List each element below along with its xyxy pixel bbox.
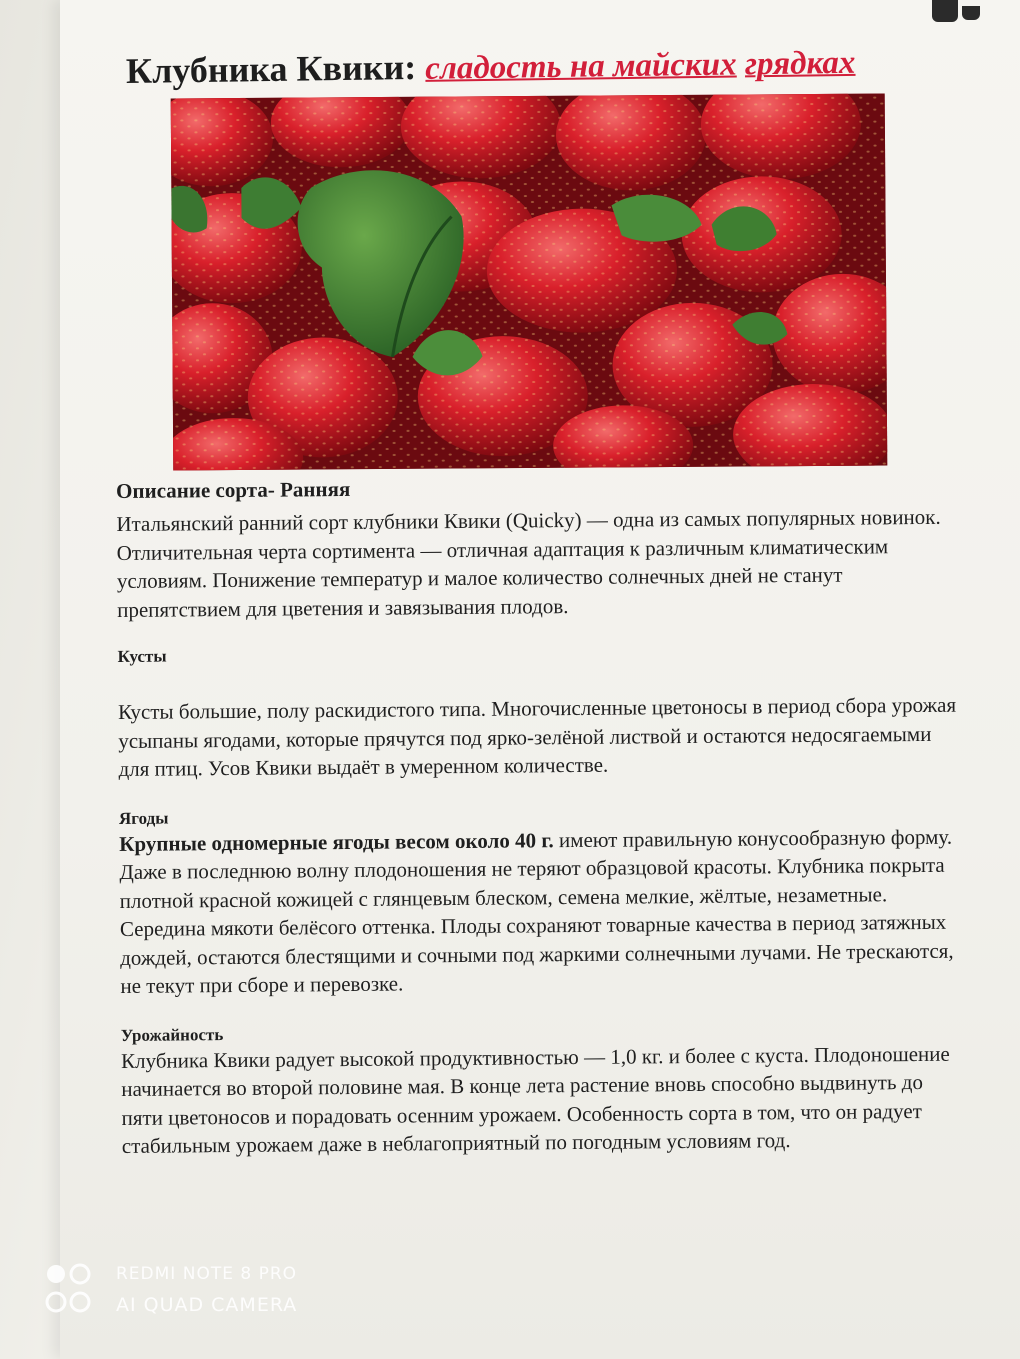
title-main: Клубника Квики: bbox=[125, 46, 417, 91]
berries-bold-lead: Крупные одномерные ягоды весом около 40 г. bbox=[119, 827, 554, 856]
section-heading-berries: Ягоды bbox=[118, 808, 169, 828]
title-accent-part-1: сладость на майских bbox=[425, 46, 737, 87]
binder-clip bbox=[962, 6, 980, 20]
section-heading-description: Описание сорта- Ранняя bbox=[116, 476, 351, 503]
berries-text: имеют правильную конусообразную форму. Даже в последнюю волну плодоношения не теряют образцовой красоты. Клубника покрыта плотной красной кожицей с глянцевым блеском, семена мелкие, жёлтые, незаметные. Середина мякоти белёсого оттенка. Плоды сохраняют товарные качества в период затяжных дождей, остаются блестящими и сочными под жаркими солнечными лучами. Не трескаются, не текут при сборе и перевозке. bbox=[119, 824, 954, 998]
section-text-description: Итальянский ранний сорт клубники Квики (Quicky) — одна из самых популярных новинок. Отличительная черта сортимента — отличная адаптация к различным климатическим условиям. Понижение температур и малое количество солнечных дней не станут препятствием для цветения и завязывания плодов. bbox=[116, 504, 941, 622]
watermark-camera: AI QUAD CAMERA bbox=[116, 1294, 298, 1316]
section-heading-yield: Урожайность bbox=[120, 1024, 224, 1045]
binder-clip bbox=[932, 0, 958, 22]
title-accent bbox=[425, 45, 856, 87]
strawberries-photo bbox=[171, 94, 888, 471]
berry-cluster bbox=[171, 94, 888, 471]
section-text-berries bbox=[119, 822, 960, 1000]
camera-logo-icon bbox=[44, 1262, 100, 1318]
title-accent-part-2: грядках bbox=[744, 44, 856, 83]
watermark-model: REDMI NOTE 8 PRO bbox=[116, 1264, 298, 1284]
section-text-bushes: Кусты большие, полу раскидистого типа. Многочисленные цветоносы в период сбора урожая усыпаны ягодами, которые прячутся под ярко-зелёной листвой и остаются недосягаемыми для птиц. Усов Квики выдаёт в умеренном количестве. bbox=[117, 692, 957, 781]
document-body bbox=[116, 471, 962, 1161]
section-text-yield: Клубника Квики радует высокой продуктивностью — 1,0 кг. и более с куста. Плодоношение начинается во второй половине мая. В конце лета растение вновь способно выдвинуть до пяти цветоносов и порадовать осенним урожаем. Особенность сорта в том, что он радует стабильным урожаем даже в неблагоприятный по погодным условиям год. bbox=[120, 1041, 950, 1158]
section-heading-bushes: Кусты bbox=[117, 646, 167, 666]
